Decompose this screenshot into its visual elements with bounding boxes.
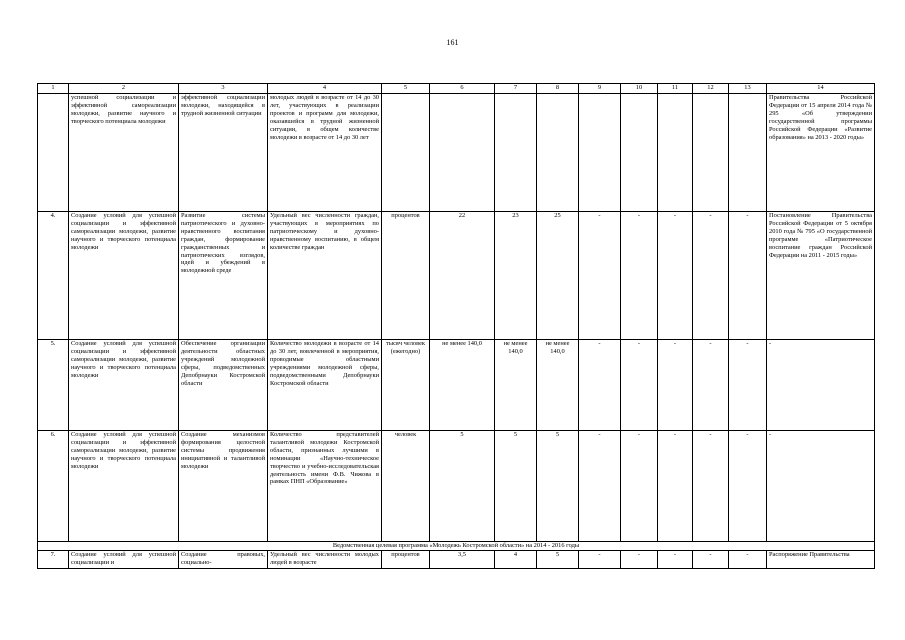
table-row bbox=[38, 340, 875, 431]
value-cell: - bbox=[658, 212, 693, 340]
unit-cell: человек bbox=[382, 431, 430, 542]
goal-cell: успешной социализации и эффективной самореализации молодежи, развитие научного и творческого потенциала молодежи bbox=[69, 94, 179, 212]
document-cell: - bbox=[767, 431, 875, 542]
value-cell: - bbox=[579, 212, 621, 340]
indicator-cell: Удельный вес численности молодых людей в возрасте bbox=[268, 551, 382, 569]
value-cell: - bbox=[621, 340, 658, 431]
header-cell: 14 bbox=[767, 84, 875, 94]
goal-cell: Создание условий для успешной социализации и эффективной самореализации молодежи, развитие научного и творческого потенциала молодежи bbox=[69, 340, 179, 431]
indicator-cell: Удельный вес численности граждан, участвующих в мероприятиях по патриотическому и духовно-нравственному воспитанию, в общем количестве граждан bbox=[268, 212, 382, 340]
header-cell: 8 bbox=[537, 84, 579, 94]
unit-cell bbox=[382, 94, 430, 212]
task-cell: Развитие системы патриотического и духовно-нравственного воспитания граждан, формирование гражданственных и патриотических взглядов, идей и убеждений в молодежной среде bbox=[179, 212, 268, 340]
goal-cell: Создание условий для успешной социализации и эффективной самореализации молодежи, развитие научного и творческого потенциала молодежи bbox=[69, 431, 179, 542]
header-cell: 7 bbox=[495, 84, 537, 94]
value-cell: - bbox=[729, 212, 767, 340]
value-cell bbox=[579, 94, 621, 212]
indicator-cell: Количество молодежи в возрасте от 14 до 30 лет, вовлеченной в мероприятия, проводимые областными учреждениями молодежной сферы, подведомственными Депобрнауки Костромской области bbox=[268, 340, 382, 431]
value-cell: - bbox=[658, 431, 693, 542]
value-cell: - bbox=[621, 212, 658, 340]
value-cell: 4 bbox=[495, 551, 537, 569]
value-cell bbox=[621, 94, 658, 212]
value-cell: - bbox=[579, 551, 621, 569]
value-cell: 5 bbox=[537, 431, 579, 542]
indicators-table bbox=[37, 83, 875, 569]
header-cell: 10 bbox=[621, 84, 658, 94]
value-cell: 5 bbox=[495, 431, 537, 542]
row-number: 5. bbox=[38, 340, 69, 431]
value-cell: - bbox=[658, 551, 693, 569]
header-cell: 3 bbox=[179, 84, 268, 94]
value-cell: не менее 140,0 bbox=[537, 340, 579, 431]
document-cell: Правительства Российской Федерации от 15 апреля 2014 года № 295 «Об утверждении государственной программы Российской Федерации «Развитие образования» на 2013 - 2020 годы» bbox=[767, 94, 875, 212]
header-cell: 5 bbox=[382, 84, 430, 94]
header-cell: 1 bbox=[38, 84, 69, 94]
table-row bbox=[38, 94, 875, 212]
value-cell: - bbox=[693, 431, 729, 542]
document-cell: - bbox=[767, 340, 875, 431]
value-cell: 5 bbox=[537, 551, 579, 569]
value-cell bbox=[537, 94, 579, 212]
value-cell bbox=[693, 94, 729, 212]
value-cell bbox=[495, 94, 537, 212]
task-cell: Обеспечение организации деятельности областных учреждений молодежной сферы, подведомственных Депобрнауки Костромской области bbox=[179, 340, 268, 431]
value-cell: - bbox=[621, 551, 658, 569]
header-cell: 2 bbox=[69, 84, 179, 94]
value-cell: - bbox=[693, 212, 729, 340]
value-cell: - bbox=[693, 340, 729, 431]
header-cell: 6 bbox=[430, 84, 495, 94]
table-row bbox=[38, 551, 875, 569]
value-cell: - bbox=[729, 431, 767, 542]
row-number: 6. bbox=[38, 431, 69, 542]
value-cell: не менее 140,0 bbox=[495, 340, 537, 431]
unit-cell: тысяч человек (ежегодно) bbox=[382, 340, 430, 431]
unit-cell: процентов bbox=[382, 212, 430, 340]
value-cell: - bbox=[579, 431, 621, 542]
table-row bbox=[38, 212, 875, 340]
row-number bbox=[38, 94, 69, 212]
document-cell: Постановление Правительства Российской Федерации от 5 октября 2010 года № 795 «О государственной программе «Патриотическое воспитание граждан Российской Федерации на 2011 - 2015 годы» bbox=[767, 212, 875, 340]
value-cell: 23 bbox=[495, 212, 537, 340]
task-cell: эффективной социализации молодежи, находящейся в трудной жизненной ситуации bbox=[179, 94, 268, 212]
value-cell: 22 bbox=[430, 212, 495, 340]
header-cell: 9 bbox=[579, 84, 621, 94]
task-cell: Создание механизмов формирования целостной системы продвижения инициативной и талантливой молодежи bbox=[179, 431, 268, 542]
header-cell: 13 bbox=[729, 84, 767, 94]
indicator-cell: молодых людей в возрасте от 14 до 30 лет, участвующих в реализации проектов и программ для молодежи, оказавшейся в трудной жизненной ситуации, в общем количестве молодежи в возрасте от 14 до 30 лет bbox=[268, 94, 382, 212]
value-cell bbox=[729, 94, 767, 212]
value-cell: 5 bbox=[430, 431, 495, 542]
value-cell: - bbox=[729, 551, 767, 569]
document-cell: Распоряжение Правительства bbox=[767, 551, 875, 569]
value-cell: - bbox=[729, 340, 767, 431]
task-cell: Создание правовых, социально- bbox=[179, 551, 268, 569]
value-cell: - bbox=[579, 340, 621, 431]
row-number: 7. bbox=[38, 551, 69, 569]
value-cell: - bbox=[658, 340, 693, 431]
unit-cell: процентов bbox=[382, 551, 430, 569]
header-cell: 12 bbox=[693, 84, 729, 94]
section-row bbox=[38, 542, 875, 551]
section-title: Ведомственная целевая программа «Молодежь Костромской области» на 2014 - 2016 годы bbox=[38, 542, 875, 551]
value-cell bbox=[658, 94, 693, 212]
value-cell: 3,5 bbox=[430, 551, 495, 569]
page-number: 161 bbox=[446, 38, 459, 47]
value-cell: не менее 140,0 bbox=[430, 340, 495, 431]
value-cell: - bbox=[693, 551, 729, 569]
value-cell: - bbox=[621, 431, 658, 542]
value-cell: 25 bbox=[537, 212, 579, 340]
header-row bbox=[38, 84, 875, 94]
goal-cell: Создание условий для успешной социализации и bbox=[69, 551, 179, 569]
indicator-cell: Количество представителей талантливой молодежи Костромской области, признанных лучшими в номинации «Научно-техническое творчество и учебно-исследовательская деятельность имени Ф.В. Чижова в рамках ПНП «Образование» bbox=[268, 431, 382, 542]
header-cell: 11 bbox=[658, 84, 693, 94]
row-number: 4. bbox=[38, 212, 69, 340]
value-cell bbox=[430, 94, 495, 212]
goal-cell: Создание условий для успешной социализации и эффективной самореализации молодежи, развитие научного и творческого потенциала молодежи bbox=[69, 212, 179, 340]
header-cell: 4 bbox=[268, 84, 382, 94]
table-row bbox=[38, 431, 875, 542]
